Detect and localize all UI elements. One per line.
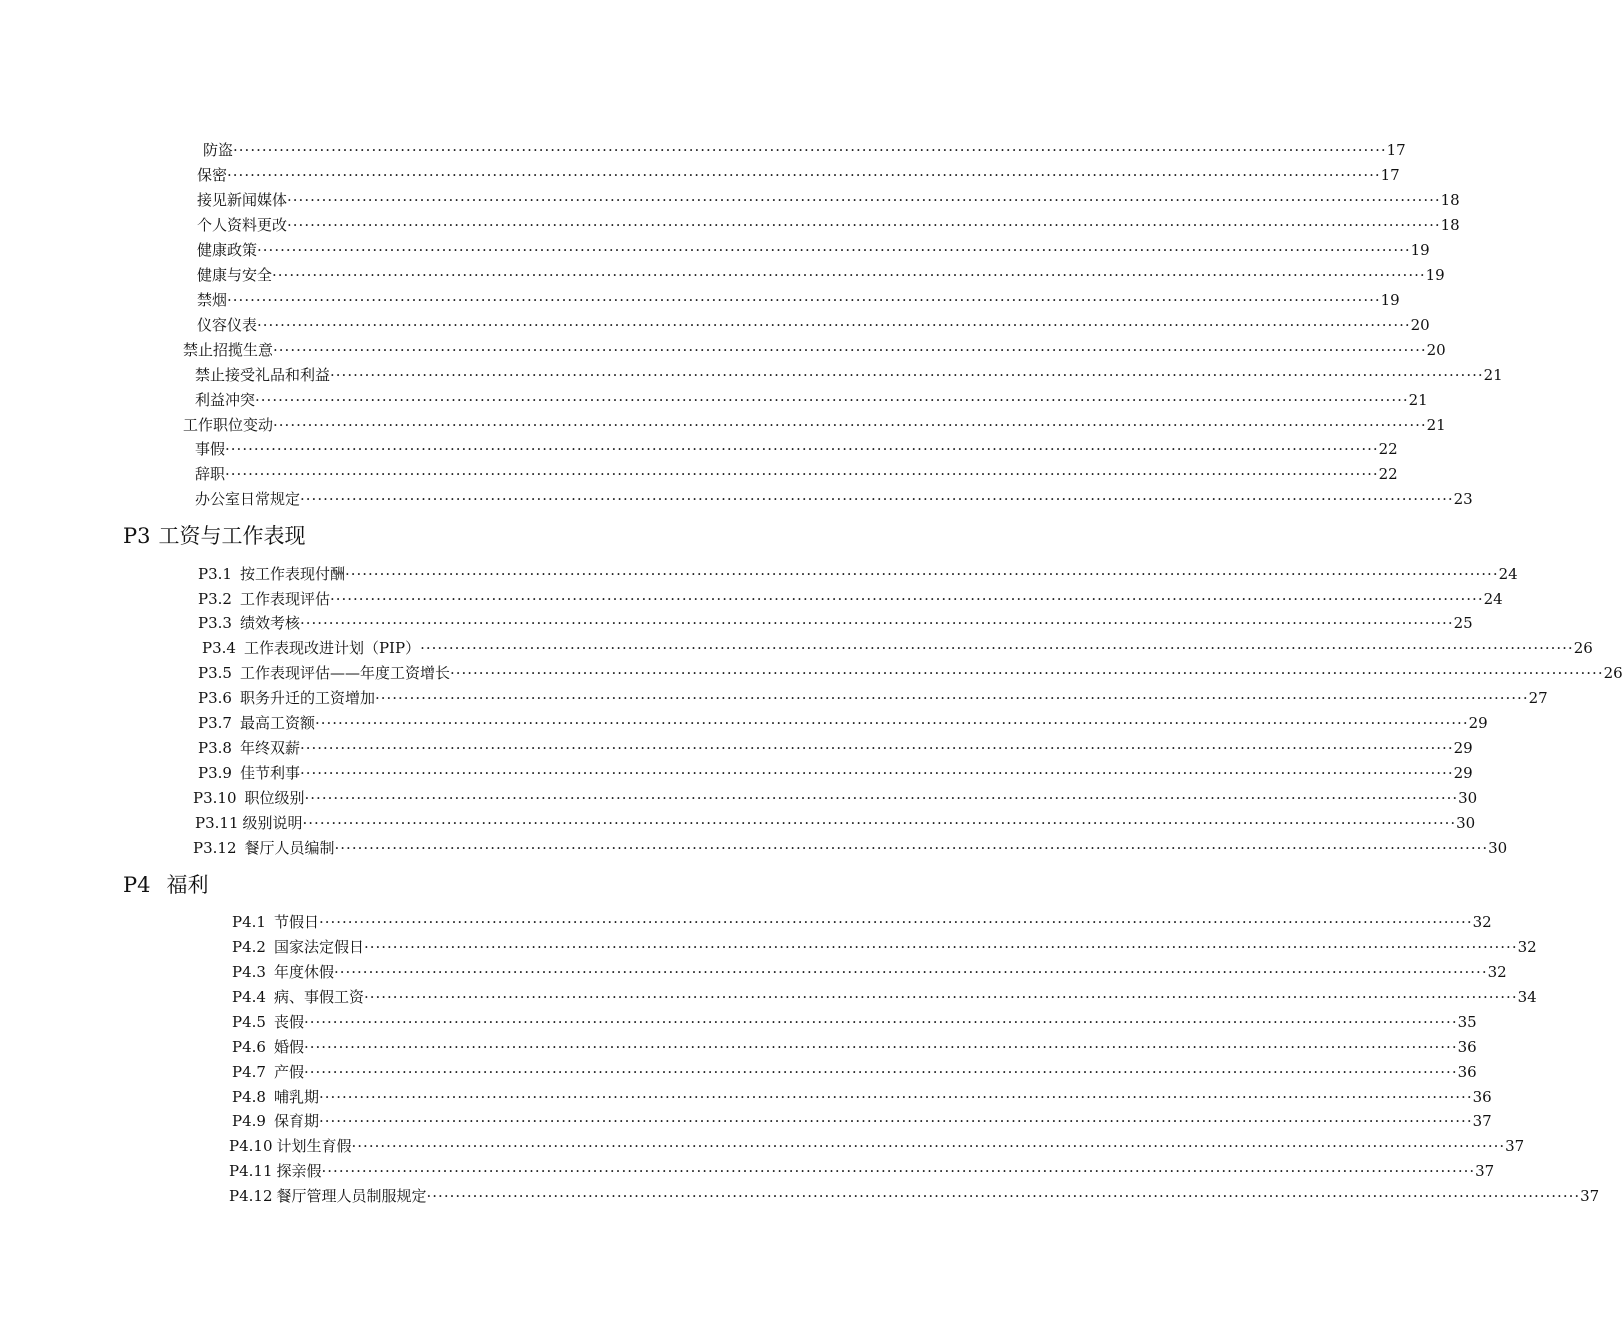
toc-entry	[197, 190, 1460, 210]
toc-entry	[197, 240, 1430, 260]
toc-entry-number: P4.12	[229, 1187, 273, 1205]
toc-entry-page: 30	[1456, 814, 1476, 832]
toc-entry	[229, 1186, 1600, 1206]
dot-leader: ········································································································································································································	[333, 963, 1488, 981]
toc-entry	[232, 1037, 1477, 1057]
toc-entry-number: P4.5	[232, 1013, 266, 1031]
toc-entry-page: 24	[1498, 565, 1518, 583]
toc-entry-label: 保密	[197, 166, 228, 184]
dot-leader: ········································································································································································································	[334, 839, 1489, 857]
toc-entry	[198, 713, 1488, 733]
toc-entry-number: P4.8	[232, 1088, 266, 1106]
toc-entry	[232, 1062, 1477, 1082]
toc-entry	[195, 439, 1398, 459]
toc-entry	[183, 415, 1446, 435]
toc-entry-page: 22	[1378, 440, 1398, 458]
toc-entry-label: 年终双薪	[239, 739, 300, 757]
toc-entry-number: P4.1	[232, 913, 266, 931]
toc-entry	[198, 564, 1518, 584]
toc-entry-label: 计划生育假	[276, 1137, 352, 1155]
dot-leader: ········································································································································································································	[303, 1013, 1458, 1031]
toc-entry	[198, 688, 1548, 708]
toc-entry-page: 26	[1573, 639, 1593, 657]
toc-entry	[202, 638, 1593, 658]
toc-entry-page: 32	[1472, 913, 1492, 931]
toc-entry-page: 34	[1517, 988, 1537, 1006]
toc-entry-page: 36	[1457, 1038, 1477, 1056]
dot-leader: ········································································································································································································	[255, 391, 1409, 409]
toc-entry	[197, 315, 1430, 335]
dot-leader: ········································································································································································································	[318, 1112, 1473, 1130]
toc-entry-label: 禁止接受礼品和利益	[195, 366, 331, 384]
toc-entry-number: P3.9	[198, 764, 232, 782]
toc-entry-page: 21	[1483, 366, 1503, 384]
dot-leader: ········································································································································································································	[303, 1063, 1458, 1081]
toc-entry-number: P3.4	[202, 639, 236, 657]
dot-leader: ········································································································································································································	[227, 291, 1381, 309]
dot-leader: ········································································································································································································	[321, 1162, 1476, 1180]
toc-entry-page: 18	[1440, 216, 1460, 234]
dot-leader: ········································································································································································································	[272, 266, 1426, 284]
dot-leader: ········································································································································································································	[300, 490, 1454, 508]
toc-entry-label: 最高工资额	[239, 714, 315, 732]
toc-entry-number: P3.1	[198, 565, 232, 583]
toc-entry-number: P4.10	[229, 1137, 273, 1155]
toc-entry-label: 工作表现评估——年度工资增长	[239, 664, 450, 682]
toc-entry-label: 按工作表现付酬	[239, 565, 345, 583]
toc-entry-label: 事假	[195, 440, 226, 458]
toc-entry-label: 工作职位变动	[183, 416, 274, 434]
toc-entry-page: 29	[1453, 739, 1473, 757]
toc-entry-number: P3.12	[193, 839, 237, 857]
toc-entry-label: 探亲假	[276, 1162, 322, 1180]
toc-entry-page: 18	[1440, 191, 1460, 209]
toc-entry-page: 22	[1378, 465, 1398, 483]
toc-entry-page: 36	[1472, 1088, 1492, 1106]
toc-entry-page: 32	[1517, 938, 1537, 956]
dot-leader: ········································································································································································································	[374, 689, 1529, 707]
dot-leader: ········································································································································································································	[363, 988, 1518, 1006]
toc-entry	[229, 1136, 1525, 1156]
toc-entry-number: P3.2	[198, 590, 232, 608]
section-number: P3	[123, 524, 151, 548]
toc-entry-label: 婚假	[273, 1038, 304, 1056]
toc-entry-label: 禁止招揽生意	[183, 341, 274, 359]
toc-entry	[232, 937, 1537, 957]
dot-leader: ········································································································································································································	[420, 639, 1574, 657]
toc-entry-page: 36	[1457, 1063, 1477, 1081]
section-number: P4	[123, 873, 151, 897]
toc-entry-page: 37	[1505, 1137, 1525, 1155]
toc-entry	[198, 589, 1503, 609]
dot-leader: ········································································································································································································	[257, 241, 1411, 259]
toc-entry-label: 防盗	[203, 141, 234, 159]
toc-entry	[232, 987, 1537, 1007]
section-heading-p3	[123, 523, 306, 549]
toc-entry-page: 30	[1458, 789, 1478, 807]
toc-entry-label: 利益冲突	[195, 391, 256, 409]
toc-entry-label: 仪容仪表	[197, 316, 258, 334]
toc-entry	[203, 140, 1406, 160]
toc-entry-page: 24	[1483, 590, 1503, 608]
dot-leader: ········································································································································································································	[426, 1187, 1581, 1205]
toc-entry-label: 职务升迁的工资增加	[239, 689, 375, 707]
dot-leader: ········································································································································································································	[304, 789, 1459, 807]
toc-entry-page: 19	[1410, 241, 1430, 259]
toc-entry-number: P4.7	[232, 1063, 266, 1081]
toc-entry-page: 37	[1580, 1187, 1600, 1205]
dot-leader: ········································································································································································································	[329, 590, 1484, 608]
dot-leader: ········································································································································································································	[449, 664, 1604, 682]
toc-entry-label: 保育期	[273, 1112, 319, 1130]
toc-entry	[232, 1111, 1492, 1131]
dot-leader: ········································································································································································································	[287, 216, 1441, 234]
toc-entry	[193, 788, 1478, 808]
toc-entry-page: 20	[1410, 316, 1430, 334]
toc-entry	[198, 663, 1623, 683]
toc-entry-label: 国家法定假日	[273, 938, 364, 956]
toc-entry-label: 健康政策	[197, 241, 258, 259]
toc-entry-number: P4.2	[232, 938, 266, 956]
toc-entry-label: 年度休假	[273, 963, 334, 981]
dot-leader: ········································································································································································································	[344, 565, 1499, 583]
toc-entry-page: 17	[1380, 166, 1400, 184]
toc-entry-label: 佳节利事	[239, 764, 300, 782]
toc-entry-label: 工作表现评估	[239, 590, 330, 608]
toc-entry-label: 病、事假工资	[273, 988, 364, 1006]
dot-leader: ········································································································································································································	[351, 1137, 1506, 1155]
section-title: 工资与工作表现	[158, 524, 306, 548]
dot-leader: ········································································································································································································	[363, 938, 1518, 956]
toc-entry	[198, 613, 1473, 633]
toc-entry-label: 级别说明	[242, 814, 303, 832]
dot-leader: ········································································································································································································	[273, 416, 1427, 434]
toc-entry-label: 职位级别	[244, 789, 305, 807]
toc-entry	[197, 215, 1460, 235]
toc-entry-page: 26	[1603, 664, 1623, 682]
toc-entry	[195, 489, 1473, 509]
dot-leader: ········································································································································································································	[273, 341, 1427, 359]
dot-leader: ········································································································································································································	[257, 316, 1411, 334]
dot-leader: ········································································································································································································	[233, 141, 1387, 159]
toc-entry	[197, 165, 1400, 185]
toc-entry-label: 节假日	[273, 913, 319, 931]
toc-entry-label: 工作表现改进计划（PIP）	[243, 639, 421, 657]
toc-entry-label: 个人资料更改	[197, 216, 288, 234]
toc-entry-number: P3.5	[198, 664, 232, 682]
toc-entry-label: 产假	[273, 1063, 304, 1081]
toc-entry-page: 20	[1426, 341, 1446, 359]
toc-entry-page: 29	[1453, 764, 1473, 782]
toc-entry	[197, 290, 1400, 310]
dot-leader: ········································································································································································································	[318, 1088, 1473, 1106]
toc-entry-number: P4.4	[232, 988, 266, 1006]
toc-entry	[195, 365, 1503, 385]
toc-entry	[229, 1161, 1495, 1181]
toc-entry	[232, 1087, 1492, 1107]
toc-entry-label: 接见新闻媒体	[197, 191, 288, 209]
toc-entry-page: 21	[1426, 416, 1446, 434]
toc-entry-label: 健康与安全	[197, 266, 273, 284]
toc-entry	[232, 962, 1507, 982]
toc-entry	[195, 813, 1476, 833]
toc-entry-page: 19	[1380, 291, 1400, 309]
dot-leader: ········································································································································································································	[303, 1038, 1458, 1056]
toc-entry-number: P4.11	[229, 1162, 273, 1180]
toc-entry-page: 27	[1528, 689, 1548, 707]
toc-entry	[183, 340, 1446, 360]
toc-entry-label: 办公室日常规定	[195, 490, 301, 508]
toc-entry-page: 30	[1488, 839, 1508, 857]
toc-entry	[232, 912, 1492, 932]
dot-leader: ········································································································································································································	[299, 614, 1454, 632]
toc-entry-page: 37	[1475, 1162, 1495, 1180]
toc-entry-label: 餐厅人员编制	[244, 839, 335, 857]
toc-entry-page: 25	[1453, 614, 1473, 632]
toc-entry-number: P3.7	[198, 714, 232, 732]
toc-entry-number: P3.3	[198, 614, 232, 632]
toc-entry-page: 23	[1453, 490, 1473, 508]
dot-leader: ········································································································································································································	[227, 166, 1381, 184]
toc-entry-number: P4.3	[232, 963, 266, 981]
dot-leader: ········································································································································································································	[225, 465, 1379, 483]
toc-entry-label: 丧假	[273, 1013, 304, 1031]
toc-entry-page: 29	[1468, 714, 1488, 732]
dot-leader: ········································································································································································································	[225, 440, 1379, 458]
dot-leader: ········································································································································································································	[287, 191, 1441, 209]
toc-entry	[198, 763, 1473, 783]
dot-leader: ········································································································································································································	[299, 739, 1454, 757]
toc-entry	[195, 464, 1398, 484]
toc-entry-page: 32	[1487, 963, 1507, 981]
toc-entry	[197, 265, 1445, 285]
toc-entry-label: 哺乳期	[273, 1088, 319, 1106]
dot-leader: ········································································································································································································	[302, 814, 1457, 832]
toc-entry-label: 餐厅管理人员制服规定	[276, 1187, 427, 1205]
toc-entry-page: 21	[1408, 391, 1428, 409]
toc-entry-label: 禁烟	[197, 291, 228, 309]
toc-entry-number: P3.10	[193, 789, 237, 807]
toc-entry-label: 绩效考核	[239, 614, 300, 632]
dot-leader: ········································································································································································································	[318, 913, 1473, 931]
dot-leader: ········································································································································································································	[330, 366, 1484, 384]
toc-entry-label: 辞职	[195, 465, 226, 483]
toc-entry-number: P3.11	[195, 814, 239, 832]
section-title: 福利	[166, 873, 209, 897]
toc-entry	[193, 838, 1508, 858]
section-heading-p4	[123, 872, 209, 898]
toc-entry	[195, 390, 1428, 410]
toc-entry	[198, 738, 1473, 758]
toc-entry-page: 19	[1425, 266, 1445, 284]
toc-entry-page: 35	[1457, 1013, 1477, 1031]
toc-entry-page: 37	[1472, 1112, 1492, 1130]
toc-entry-page: 17	[1386, 141, 1406, 159]
toc-entry-number: P3.6	[198, 689, 232, 707]
toc-entry-number: P3.8	[198, 739, 232, 757]
dot-leader: ········································································································································································································	[299, 764, 1454, 782]
toc-entry	[232, 1012, 1477, 1032]
toc-entry-number: P4.9	[232, 1112, 266, 1130]
dot-leader: ········································································································································································································	[314, 714, 1469, 732]
toc-entry-number: P4.6	[232, 1038, 266, 1056]
